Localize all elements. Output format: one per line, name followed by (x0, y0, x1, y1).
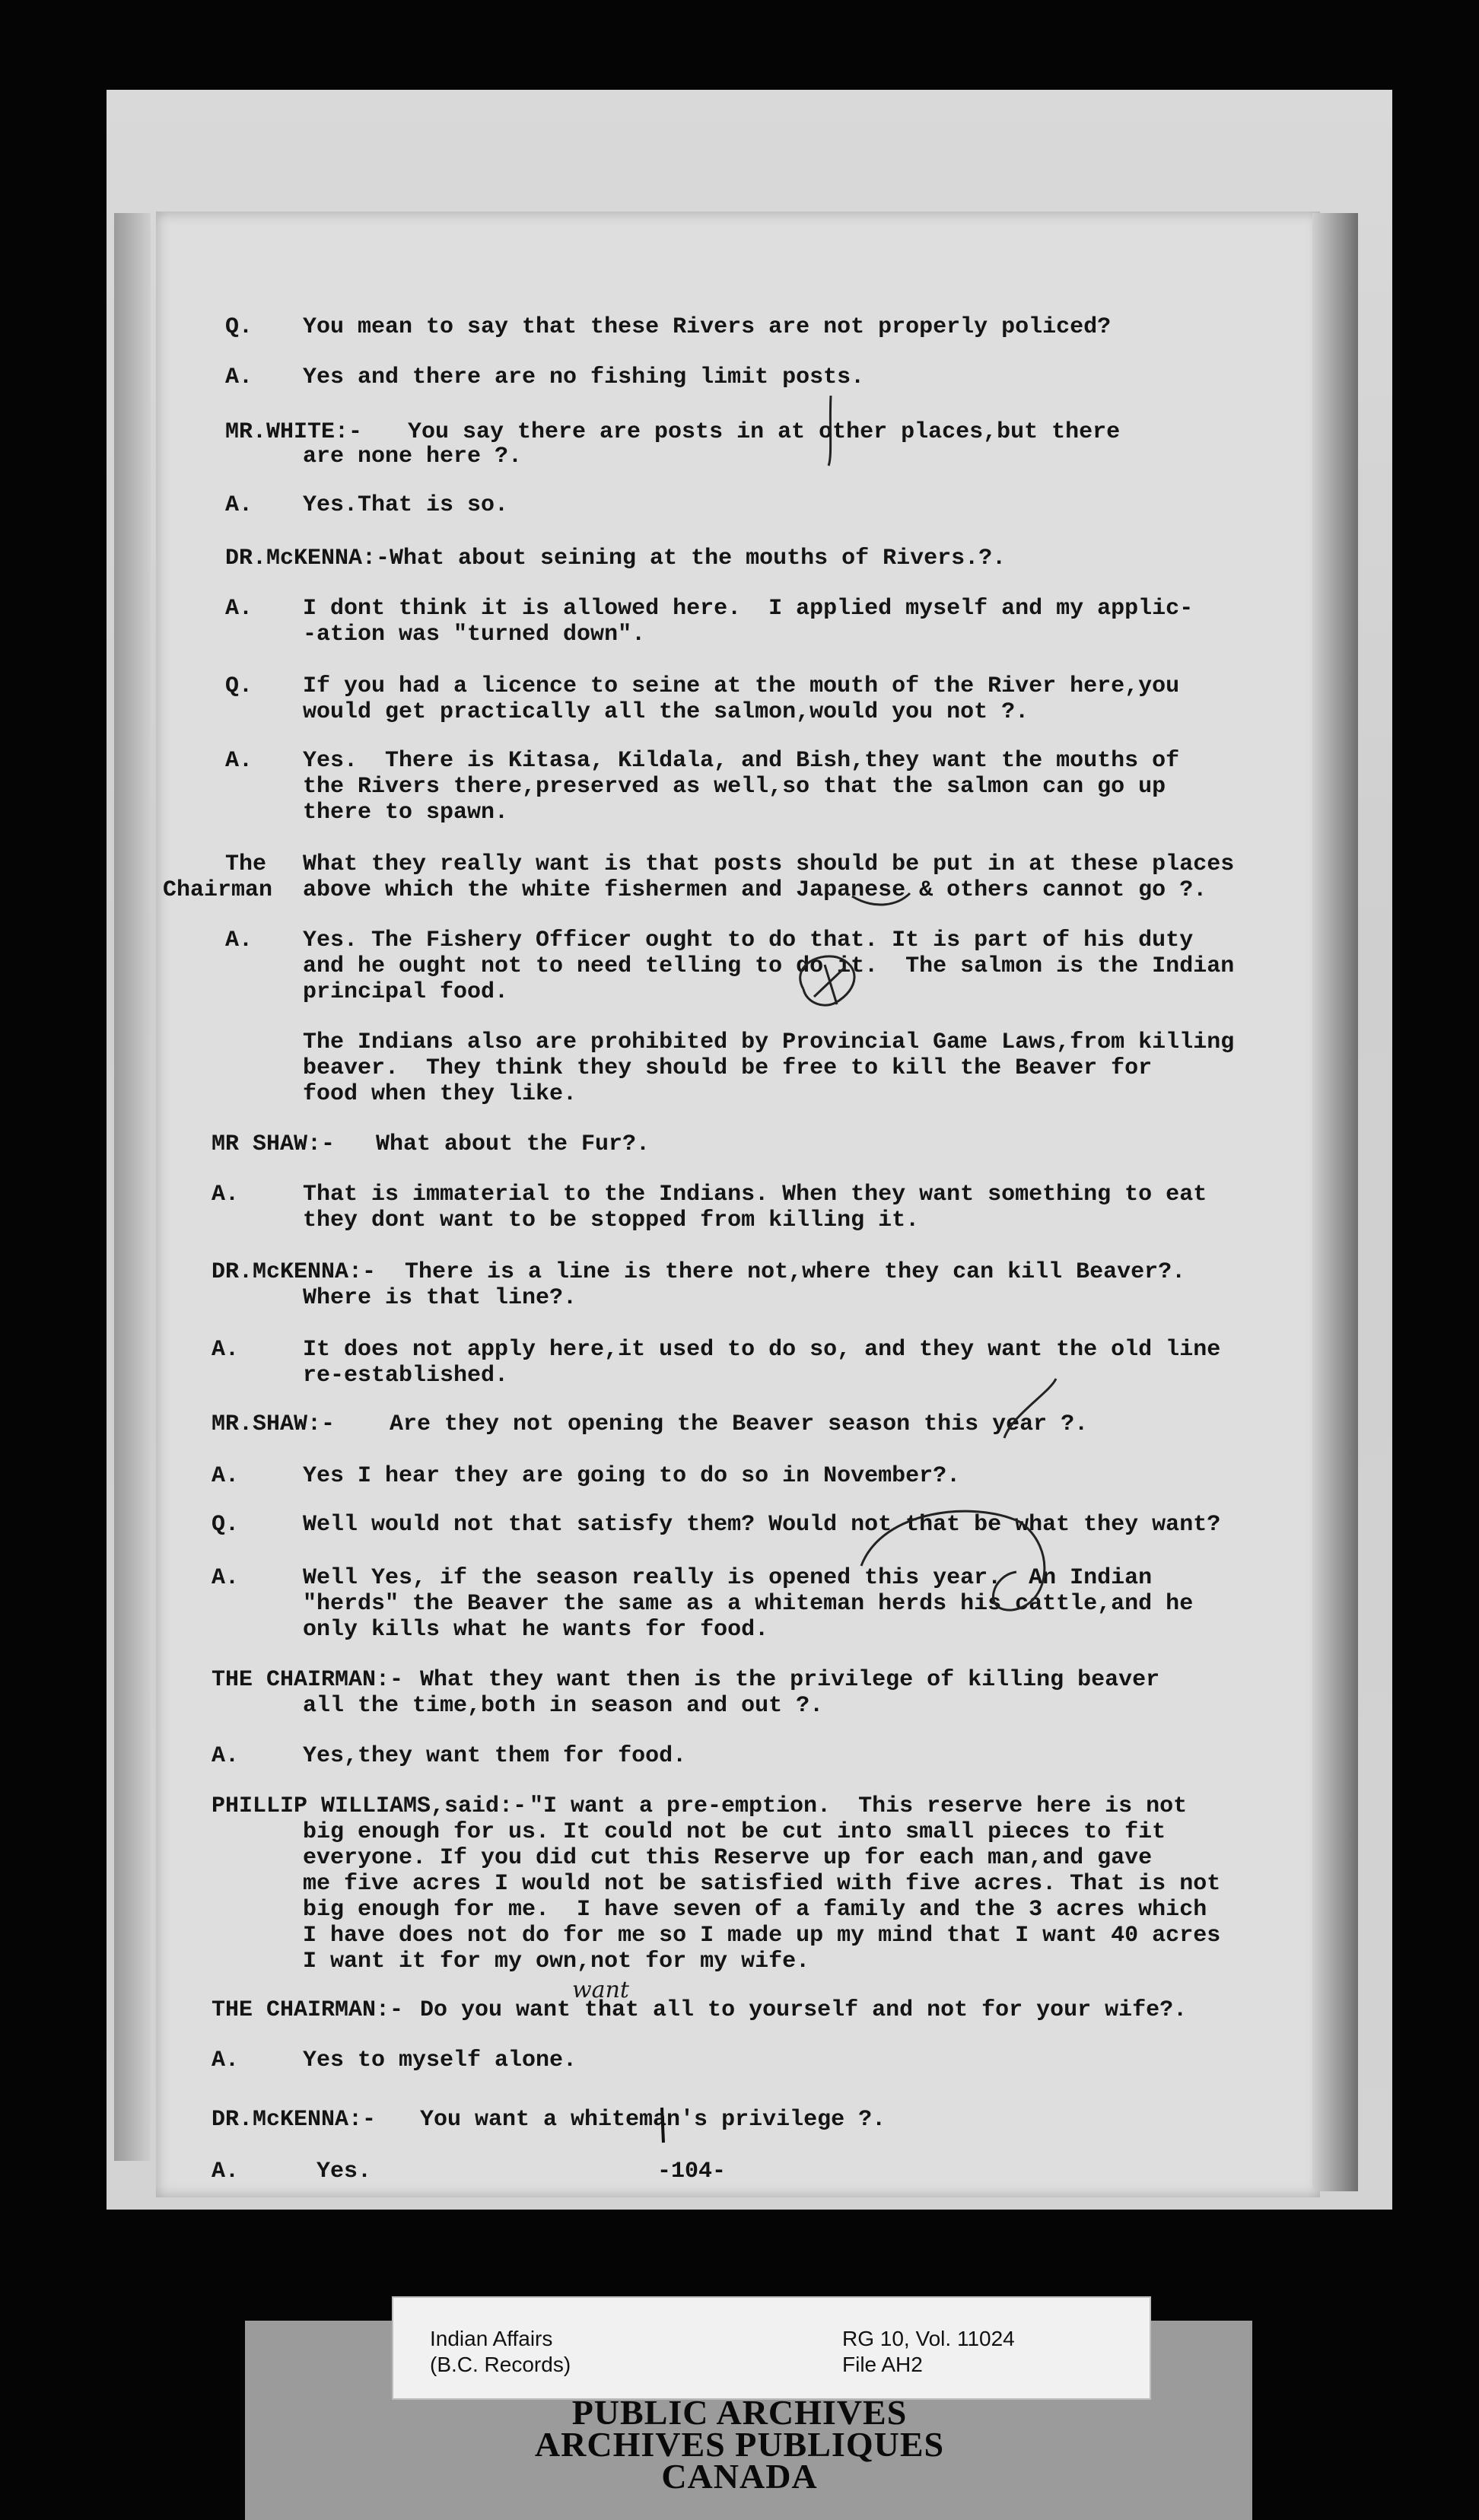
speaker-label: DR.McKENNA:- (212, 2107, 377, 2133)
speaker-label: A. (225, 492, 253, 518)
transcript-line: Well would not that satisfy them? Would not that be what they want? (303, 1512, 1221, 1538)
speaker-label: DR.McKENNA:- (212, 1259, 377, 1285)
transcript-line: Yes,they want them for food. (303, 1743, 687, 1769)
transcript-line: What they really want is that posts should be put in at these places (303, 851, 1235, 877)
transcript-line: What about seining at the mouths of Rivers.?. (390, 546, 1007, 571)
transcript-line: there to spawn. (303, 800, 509, 826)
transcript-line: Yes.That is so. (303, 492, 509, 518)
transcript-line: beaver. They think they should be free to kill the Beaver for (303, 1055, 1153, 1081)
speaker-label: A. (225, 364, 253, 390)
transcript-line: Where is that line?. (303, 1285, 577, 1311)
speaker-label: MR SHAW:- (212, 1131, 336, 1157)
transcript-line: only kills what he wants for food. (303, 1617, 769, 1643)
stamp-line: PUBLIC ARCHIVES (571, 2393, 908, 2432)
speaker-label: THE CHAIRMAN:- (212, 1997, 404, 2023)
transcript-line: re-established. (303, 1363, 509, 1389)
transcript-line: The Indians also are prohibited by Provincial Game Laws,from killing (303, 1029, 1235, 1055)
transcript-line: What they want then is the privilege of killing beaver (420, 1667, 1160, 1693)
transcript-line: would get practically all the salmon,would you not ?. (303, 699, 1029, 725)
transcript-line: and he ought not to need telling to do it. The salmon is the Indian (303, 953, 1235, 979)
transcript-line: big enough for me. I have seven of a family and the 3 acres which (303, 1897, 1207, 1923)
speaker-label: MR.SHAW:- (212, 1411, 336, 1437)
label-file: File AH2 (842, 2353, 923, 2376)
pen-stroke (814, 965, 844, 1004)
transcript-line: I dont think it is allowed here. I applied myself and my applic- (303, 596, 1194, 622)
speaker-label: A. (225, 748, 253, 774)
transcript-line: Yes to myself alone. (303, 2048, 577, 2073)
transcript-line: I have does not do for me so I made up my mind that I want 40 acres (303, 1923, 1221, 1949)
pen-stroke (861, 1511, 1045, 1610)
speaker-label: MR.WHITE:- (225, 419, 363, 445)
speaker-label: Q. (212, 1512, 240, 1538)
transcript-line: I want it for my own,not for my wife. (303, 1949, 810, 1974)
speaker-label: A. (212, 1565, 240, 1591)
speaker-label: A. (212, 1743, 240, 1769)
transcript-line: You want a whiteman's privilege ?. (420, 2107, 886, 2133)
speaker-label: The (225, 851, 267, 877)
transcript-line: the Rivers there,preserved as well,so that the salmon can go up (303, 774, 1166, 800)
speaker-label: A. (212, 1337, 240, 1363)
transcript-line: everyone. If you did cut this Reserve up for each man,and gave (303, 1845, 1153, 1871)
speaker-label: Q. (225, 314, 253, 340)
transcript-line: Yes and there are no fishing limit posts. (303, 364, 865, 390)
transcript-line: "herds" the Beaver the same as a whiteman herds his cattle,and he (303, 1591, 1194, 1617)
transcript-line: above which the white fishermen and Japanese & others cannot go ?. (303, 877, 1207, 903)
page-number: -104- (657, 2159, 727, 2184)
transcript-line: Yes. (316, 2159, 372, 2184)
pen-stroke (662, 2108, 663, 2143)
transcript-line: You mean to say that these Rivers are not properly policed? (303, 314, 1112, 340)
transcript-line: food when they like. (303, 1081, 577, 1107)
speaker-label: A. (212, 2159, 240, 2184)
label-records: (B.C. Records) (430, 2353, 571, 2376)
archive-stamp (456, 2393, 1023, 2496)
speaker-label: A. (212, 2048, 240, 2073)
speaker-label: A. (225, 928, 253, 953)
speaker-label: THE CHAIRMAN:- (212, 1667, 404, 1693)
speaker-label: DR.McKENNA:- (225, 546, 390, 571)
transcript-line: There is a line is there not,where they can kill Beaver?. (405, 1259, 1186, 1285)
transcript-line: are none here ?. (303, 444, 523, 469)
transcript-line: principal food. (303, 979, 509, 1005)
transcript-line: all the time,both in season and out ?. (303, 1693, 824, 1719)
stamp-line: ARCHIVES PUBLIQUES (534, 2425, 945, 2464)
speaker-label: Q. (225, 673, 253, 699)
speaker-label: A. (225, 596, 253, 622)
speaker-label: Chairman (163, 877, 273, 903)
transcript-line: You say there are posts in at other places,but there (408, 419, 1121, 445)
transcript-line: Well Yes, if the season really is opened this year. An Indian (303, 1565, 1153, 1591)
transcript-line: What about the Fur?. (376, 1131, 650, 1157)
speaker-label: PHILLIP WILLIAMS,said:- (212, 1793, 527, 1819)
transcript-line: Yes. The Fishery Officer ought to do that. It is part of his duty (303, 928, 1194, 953)
handwritten-correction: want (572, 1977, 629, 2003)
pen-stroke (1004, 1379, 1056, 1438)
transcript-line: That is immaterial to the Indians. When they want something to eat (303, 1182, 1207, 1208)
archive-label-card (392, 2296, 1151, 2400)
pen-stroke (829, 396, 831, 466)
speaker-label: A. (212, 1182, 240, 1208)
speaker-label: A. (212, 1463, 240, 1489)
pen-stroke (800, 956, 854, 1005)
transcript-line: Do you want that all to yourself and not for your wife?. (420, 1997, 1188, 2023)
transcript-line: they dont want to be stopped from killing it. (303, 1208, 920, 1233)
transcript-line: Yes I hear they are going to do so in November?. (303, 1463, 961, 1489)
pen-stroke (852, 893, 910, 905)
transcript-line: -ation was "turned down". (303, 622, 646, 648)
transcript-line: big enough for us. It could not be cut into small pieces to fit (303, 1819, 1166, 1845)
label-record-group: RG 10, Vol. 11024 (842, 2327, 1015, 2350)
transcript-line: If you had a licence to seine at the mouth of the River here,you (303, 673, 1180, 699)
label-department: Indian Affairs (430, 2327, 553, 2350)
transcript-line: Are they not opening the Beaver season this year ?. (390, 1411, 1089, 1437)
transcript-line: "I want a pre-emption. This reserve here is not (530, 1793, 1188, 1819)
stamp-line: CANADA (661, 2457, 818, 2496)
transcript-line: It does not apply here,it used to do so, and they want the old line (303, 1337, 1221, 1363)
transcript-line: Yes. There is Kitasa, Kildala, and Bish,they want the mouths of (303, 748, 1180, 774)
transcript-line: me five acres I would not be satisfied with five acres. That is not (303, 1871, 1221, 1897)
